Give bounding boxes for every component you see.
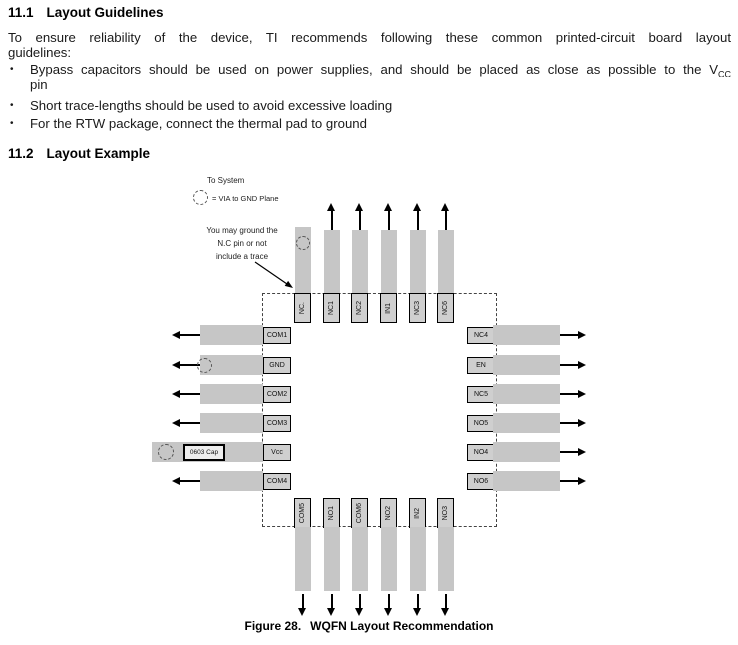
pin-top-nc1 [323,203,340,323]
trace [324,527,340,591]
pin-label: NC. [299,301,306,315]
arrow-shaft [560,422,579,424]
pin-label: IN1 [385,302,392,314]
chip-outline [262,293,497,527]
pin-label: COM5 [299,502,306,524]
arrow-shaft [388,209,390,231]
arrow-shaft [560,393,579,395]
pin-pad [467,473,495,490]
pin-pad [294,498,311,528]
trace [295,527,311,591]
intro-line-2: guidelines: [8,45,72,60]
arrow-shaft [359,594,361,609]
pin-right-no5 [467,413,588,433]
via-legend-icon [193,190,208,205]
pin-label: NO4 [473,448,489,456]
nc-note-line-1: You may ground the [206,226,278,235]
pin-pad [263,415,291,432]
pin-pad [323,498,340,528]
pin-pad [263,386,291,403]
trace [200,471,263,491]
pin-label: NC5 [473,390,488,398]
bullet-marker: • [10,100,14,111]
section-heading-11-1 [8,5,164,20]
arrow-shaft [445,209,447,231]
via-circle [296,236,310,250]
pin-top-in1 [380,203,397,323]
trace [410,230,426,294]
nc-note-line-2: N.C pin or not [217,239,267,248]
pin-left-com4 [172,471,293,491]
pin-label: COM4 [266,477,288,485]
pin-label: COM6 [356,502,363,524]
vcc-subscript: CC [718,69,731,77]
pin-left-com2 [172,384,293,404]
pin-pad [467,415,495,432]
pin-top-nc2 [351,203,368,323]
figure-caption [0,619,738,633]
right-arrow-icon [578,331,586,339]
pin-pad [351,293,368,323]
trace [493,413,560,433]
bullet-text [30,62,731,92]
section-title: Layout Example [46,146,151,161]
pin-left-vcc [172,442,293,462]
trace [200,384,263,404]
right-arrow-icon [578,419,586,427]
pin-pad [437,293,454,323]
pin-label: NC1 [328,300,335,315]
pin-pad [409,293,426,323]
bullet-text: For the RTW package, connect the thermal pad to ground [30,116,367,131]
trace [352,230,368,294]
section-title: Layout Guidelines [46,5,164,20]
bullet-marker: • [10,64,14,75]
pin-pad [467,386,495,403]
right-arrow-icon [578,448,586,456]
pin-left-com1 [172,325,293,345]
pin-top-nc [294,203,311,323]
down-arrow-icon [413,608,421,616]
pin-pad [467,327,495,344]
pin-label: IN2 [414,507,421,519]
pin-label: NO6 [473,477,489,485]
note-pointer-arrow [251,260,299,294]
down-arrow-icon [441,608,449,616]
pin-pad [380,498,397,528]
pin-right-en [467,355,588,375]
trace [200,325,263,345]
pin-pad [263,357,291,374]
pin-label: NC6 [442,300,449,315]
section-number: 11.2 [8,146,34,161]
pin-label: NO2 [385,505,392,521]
trace [324,230,340,294]
arrow-shaft [560,364,579,366]
pin-pad [294,293,311,323]
pin-top-nc3 [409,203,426,323]
arrow-shaft [331,209,333,231]
nc-note-line-3: include a trace [215,252,269,261]
trace [493,442,560,462]
trace [438,230,454,294]
pin-left-gnd [172,355,293,375]
arrow-shaft [560,451,579,453]
intro-paragraph [8,30,731,60]
down-arrow-icon [384,608,392,616]
pin-bottom-com5 [294,498,311,618]
pin-pad [351,498,368,528]
via-legend-label: = VIA to GND Plane [212,194,279,203]
pin-label: COM3 [266,419,288,427]
pin-pad [437,498,454,528]
bullet-item-bypass-caps [10,62,731,92]
trace [493,471,560,491]
pin-right-nc4 [467,325,588,345]
pin-pad [263,327,291,344]
down-arrow-icon [355,608,363,616]
arrow-shaft [302,594,304,609]
arrow-shaft [359,209,361,231]
down-arrow-icon [327,608,335,616]
arrow-shaft [179,422,201,424]
pin-pad [323,293,340,323]
pin-label: NC3 [414,300,421,315]
pin-label: NO5 [473,419,489,427]
pin-bottom-in2 [409,498,426,618]
pin-pad [409,498,426,528]
arrow-shaft [560,334,579,336]
right-arrow-icon [578,361,586,369]
arrow-shaft [417,594,419,609]
layout-figure [0,172,738,619]
arrow-shaft [331,594,333,609]
arrow-shaft [417,209,419,231]
pin-right-no6 [467,471,588,491]
arrow-shaft [179,334,201,336]
arrow-shaft [445,594,447,609]
bullet-1-text: Bypass capacitors should be used on power supplies, and should be placed as close as possible to the V [30,62,718,77]
figure-caption-number: Figure 28. [244,619,302,633]
pin-pad [467,444,495,461]
arrow-shaft [560,480,579,482]
pin-top-nc6 [437,203,454,323]
bullet-item-short-traces [10,98,731,113]
bypass-cap [183,444,225,461]
section-heading-11-2 [8,146,150,161]
pin-right-nc5 [467,384,588,404]
cap-label: 0603 Cap [189,448,219,456]
trace [493,355,560,375]
trace [381,230,397,294]
pin-label: GND [269,361,285,369]
pin-label: COM1 [266,331,288,339]
pin-pad [467,357,495,374]
bullet-1-line-2: pin [30,77,48,92]
trace [410,527,426,591]
trace [438,527,454,591]
pin-bottom-no2 [380,498,397,618]
trace [200,413,263,433]
pin-pad [263,473,291,490]
pin-label: COM2 [266,390,288,398]
pin-label: NO1 [328,505,335,521]
pin-label: Vcc [271,448,283,456]
figure-caption-title: WQFN Layout Recommendation [310,619,494,633]
trace [493,325,560,345]
nc-pin-note [185,224,299,263]
arrow-shaft [179,480,201,482]
via-circle [197,358,212,373]
pin-pad [263,444,291,461]
intro-line-1: To ensure reliability of the device, TI recommends following these common printed-circuit board layout [8,30,731,45]
trace [381,527,397,591]
via-circle [158,444,174,460]
right-arrow-icon [578,390,586,398]
trace [352,527,368,591]
right-arrow-icon [578,477,586,485]
pin-bottom-com6 [351,498,368,618]
pin-label: EN [476,361,486,369]
pin-left-com3 [172,413,293,433]
bullet-marker: • [10,118,14,129]
to-system-label: To System [207,176,245,185]
down-arrow-icon [298,608,306,616]
section-number: 11.1 [8,5,34,20]
pin-label: NO3 [442,505,449,521]
pin-right-no4 [467,442,588,462]
bullet-item-thermal-pad [10,116,731,131]
arrow-shaft [179,393,201,395]
pin-label: NC2 [356,300,363,315]
bullet-1-line-1 [30,62,731,77]
arrow-shaft [388,594,390,609]
trace [493,384,560,404]
pin-label: NC4 [473,331,488,339]
pin-pad [380,293,397,323]
pin-bottom-no1 [323,498,340,618]
pin-bottom-no3 [437,498,454,618]
bullet-text: Short trace-lengths should be used to avoid excessive loading [30,98,393,113]
